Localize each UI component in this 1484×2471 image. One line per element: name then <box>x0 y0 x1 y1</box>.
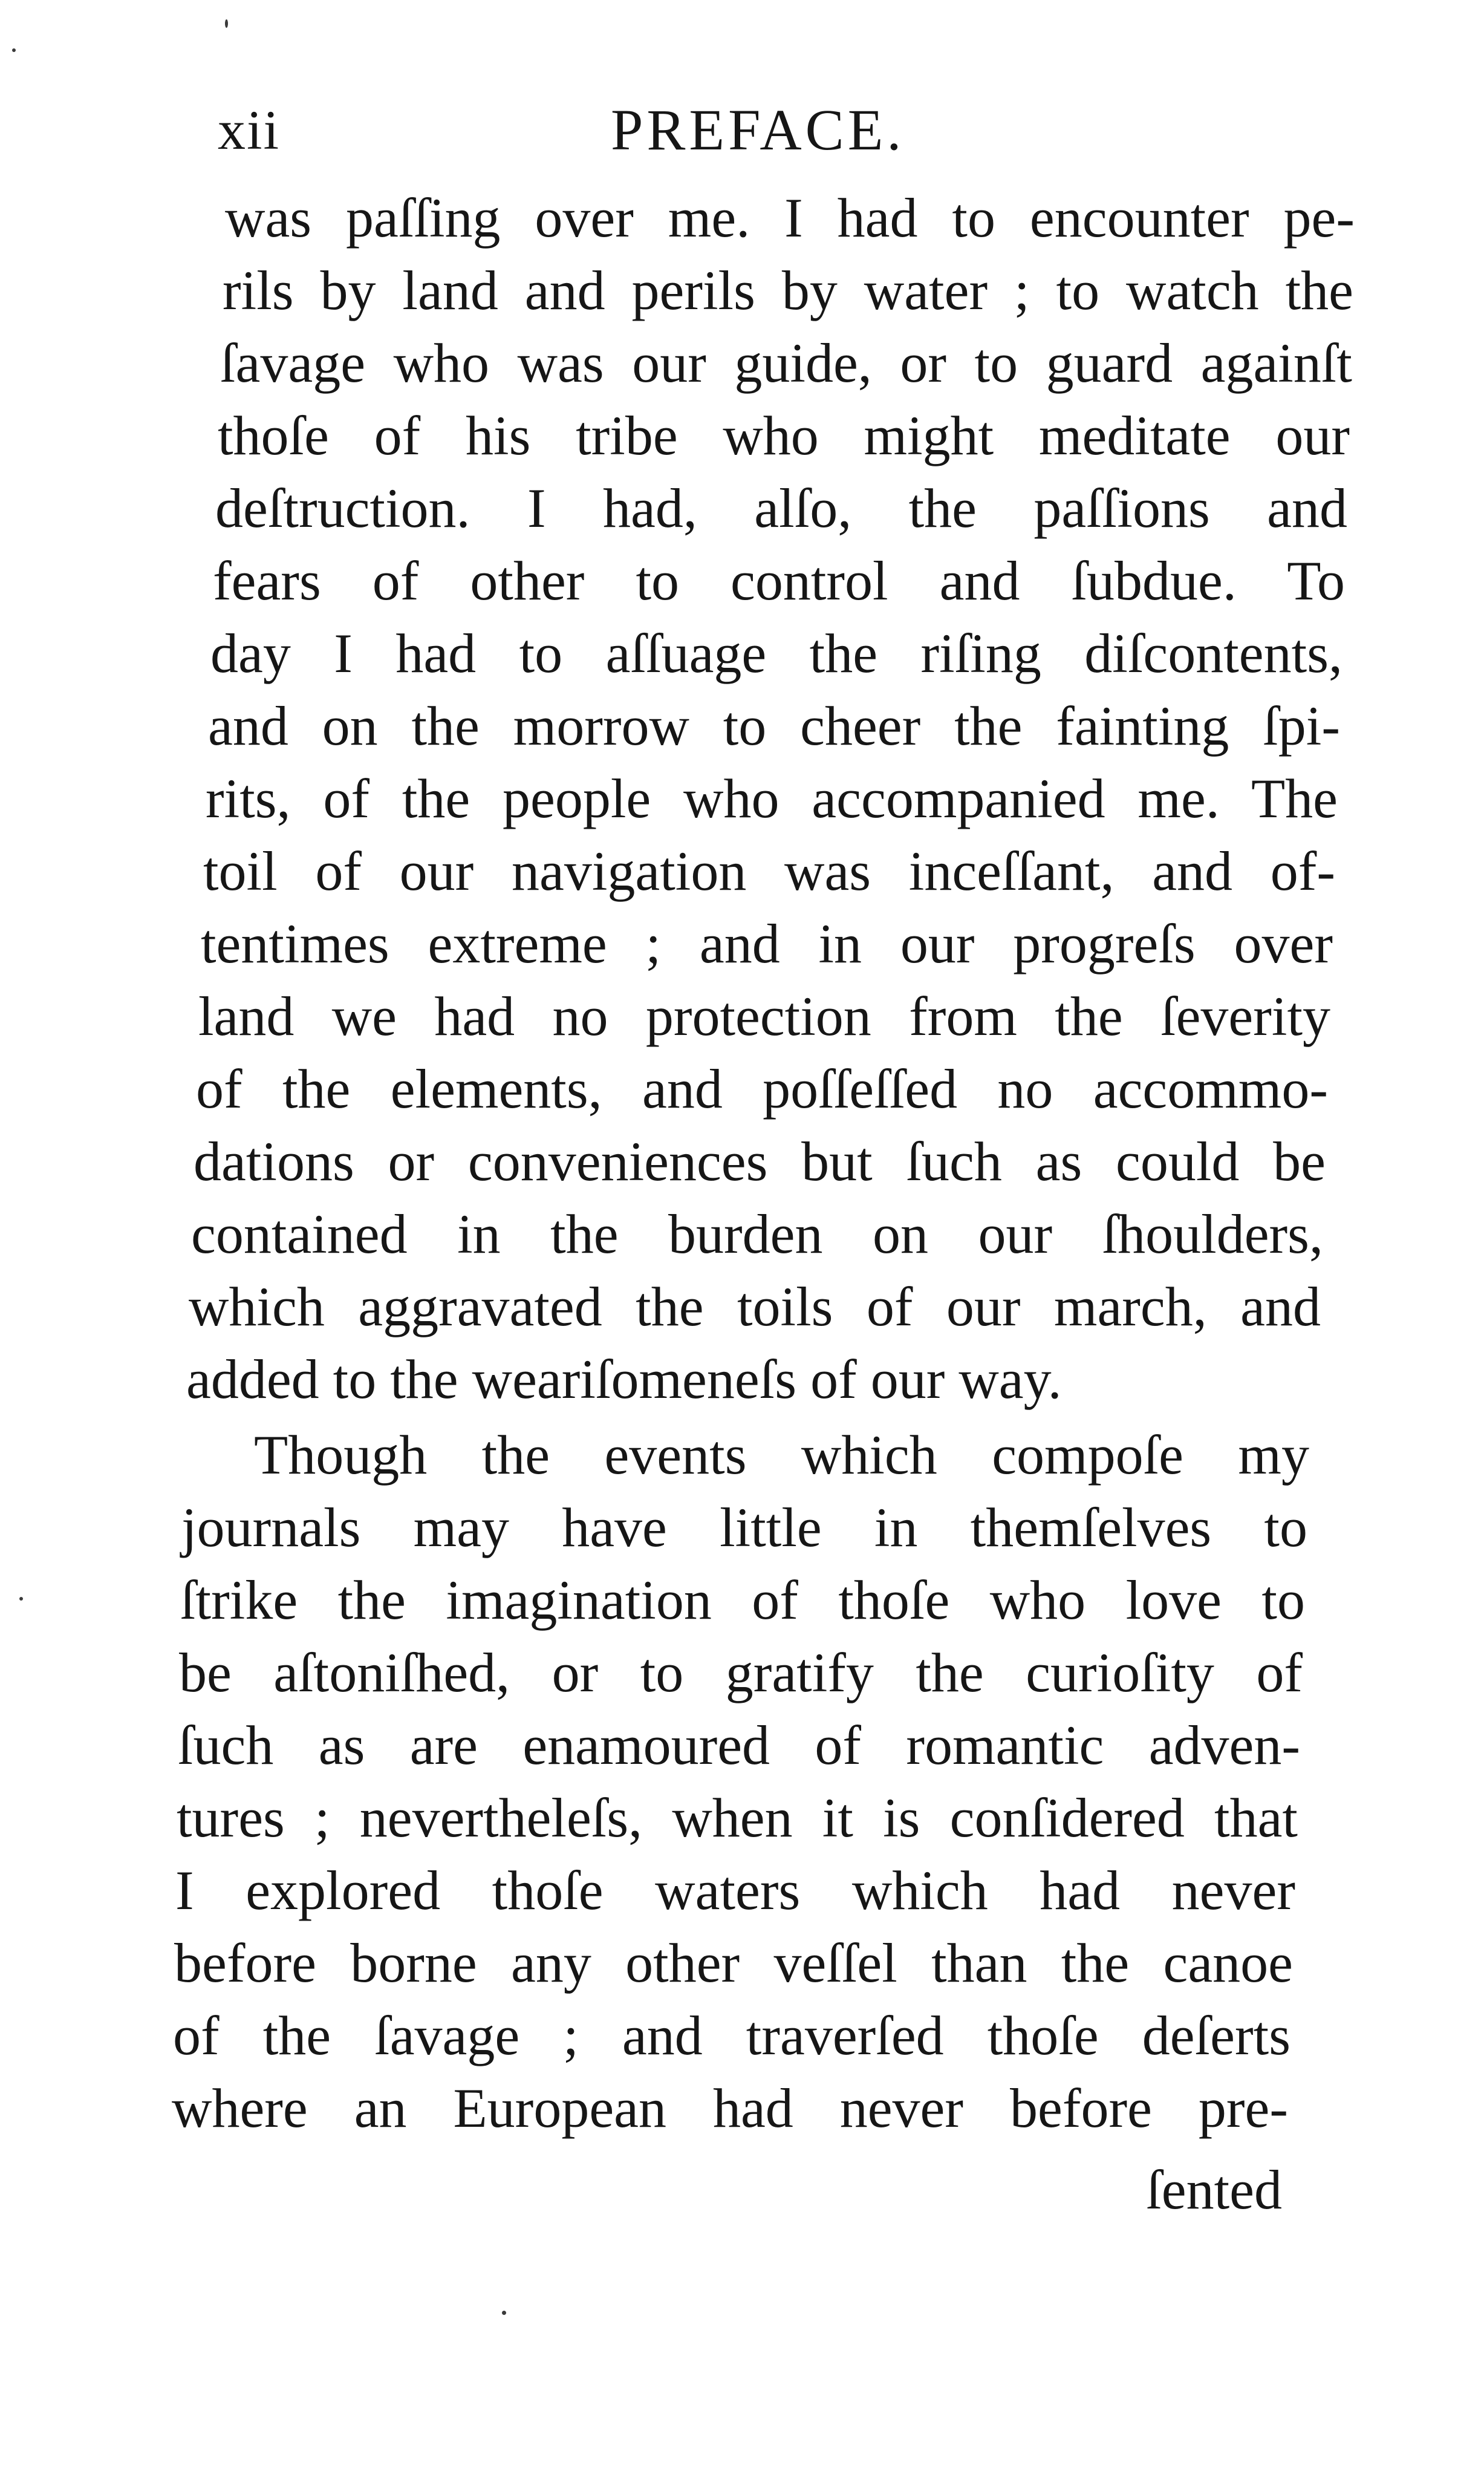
text-line: ſuch as are enamoured of romantic adven- <box>178 1714 1300 1776</box>
text-line: which aggravated the toils of our march, and <box>189 1276 1321 1337</box>
print-speck <box>225 19 228 28</box>
print-speck <box>19 1597 23 1601</box>
text-line: of the elements, and poſſeſſed no accommo- <box>196 1058 1328 1120</box>
text-line: rils by land and perils by water ; to watch the <box>223 260 1353 321</box>
running-title: PREFACE. <box>611 97 905 162</box>
text-line: be aſtoniſhed, or to gratify the curioſity of <box>179 1642 1303 1703</box>
text-line: where an European had never before pre- <box>172 2077 1288 2139</box>
text-line: thoſe of his tribe who might meditate our <box>218 405 1350 466</box>
text-line: tentimes extreme ; and in our progreſs over <box>201 913 1333 974</box>
text-line: fears of other to control and ſubdue. To <box>213 550 1345 612</box>
text-line: rits, of the people who accompanied me. The <box>206 768 1338 829</box>
text-line: I explored thoſe waters which had never <box>175 1859 1295 1921</box>
text-line: day I had to aſſuage the riſing diſcontents, <box>210 622 1342 684</box>
text-line: was paſſing over me. I had to encounter pe- <box>225 187 1355 249</box>
text-line: toil of our navigation was inceſſant, and of- <box>203 840 1335 902</box>
text-line: journals may have little in themſelves to <box>181 1497 1307 1558</box>
print-speck <box>502 2311 506 2315</box>
print-speck <box>12 48 16 52</box>
text-line: land we had no protection from the ſeverity <box>198 985 1330 1047</box>
text-line: dations or conveniences but ſuch as could be <box>194 1131 1326 1192</box>
page-number: xii <box>218 99 281 161</box>
text-line: before borne any other veſſel than the canoe <box>174 1932 1293 1994</box>
text-line: tures ; nevertheleſs, when it is conſidered that <box>177 1787 1298 1849</box>
catchword: ſented <box>1146 2159 1282 2221</box>
text-line: added to the weariſomeneſs of our way. <box>186 1348 1062 1410</box>
text-line: and on the morrow to cheer the fainting ſpi- <box>208 695 1340 757</box>
text-line: ſavage who was our guide, or to guard againſt <box>220 332 1352 394</box>
text-line: contained in the burden on our ſhoulders, <box>191 1203 1323 1265</box>
text-line: deſtruction. I had, alſo, the paſſions and <box>215 477 1347 539</box>
text-line: ſtrike the imagination of thoſe who love to <box>180 1569 1305 1631</box>
text-line: Though the events which compoſe my <box>254 1424 1309 1486</box>
text-line: of the ſavage ; and traverſed thoſe deſerts <box>173 2005 1290 2066</box>
